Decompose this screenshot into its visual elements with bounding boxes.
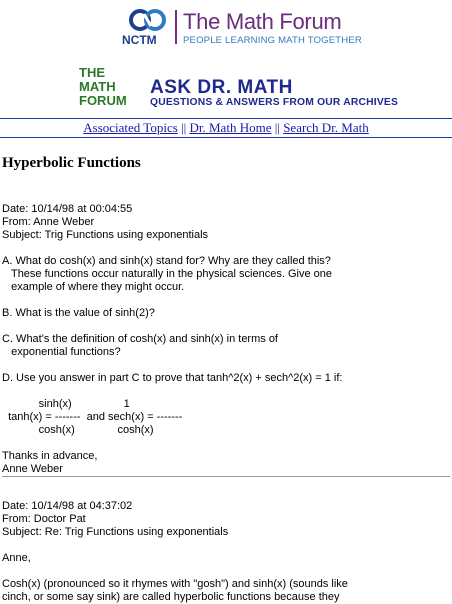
ask-title: ASK DR. MATH xyxy=(150,77,293,98)
message-line: Subject: Trig Functions using exponentials xyxy=(2,229,209,241)
logo-line: THE xyxy=(79,65,105,80)
nav-link-dr-math-home[interactable]: Dr. Math Home xyxy=(189,120,272,135)
message-line xyxy=(2,242,342,255)
message-line: A. What do cosh(x) and sinh(x) stand for? Why are they called this? xyxy=(2,255,331,267)
message-question xyxy=(2,203,342,476)
message-line: example of where they might occur. xyxy=(2,281,185,293)
message-line: sinh(x) 1 xyxy=(2,398,130,410)
message-line xyxy=(2,320,342,333)
logo-line: FORUM xyxy=(79,93,127,108)
message-line: Date: 10/14/98 at 04:37:02 xyxy=(2,500,133,512)
message-line xyxy=(2,359,342,372)
nav-top-rule xyxy=(0,118,452,119)
nav-bottom-rule xyxy=(0,137,452,138)
message-line xyxy=(2,437,342,450)
nav-bar xyxy=(0,120,452,136)
message-line: From: Doctor Pat xyxy=(2,513,86,525)
message-line: Date: 10/14/98 at 00:04:55 xyxy=(2,203,133,215)
message-line: cosh(x) cosh(x) xyxy=(2,424,154,436)
message-line xyxy=(2,539,348,552)
message-line: tanh(x) = ------- and sech(x) = ------- xyxy=(2,411,183,423)
ask-subtitle: QUESTIONS & ANSWERS FROM OUR ARCHIVES xyxy=(150,97,399,108)
page-title: Hyperbolic Functions xyxy=(2,155,141,171)
banner-divider xyxy=(175,10,177,44)
message-line: Anne Weber xyxy=(2,463,63,475)
message-line: Subject: Re: Trig Functions using exponentials xyxy=(2,526,229,538)
nav-separator: || xyxy=(181,120,187,135)
math-forum-logo xyxy=(79,66,127,108)
message-answer xyxy=(2,500,348,604)
message-line: C. What's the definition of cosh(x) and sinh(x) in terms of xyxy=(2,333,278,345)
nctm-logo-icon xyxy=(122,8,172,48)
site-title: The Math Forum xyxy=(183,9,342,34)
message-line: cinch, or some say sink) are called hyperbolic functions because they xyxy=(2,591,340,603)
message-line: These functions occur naturally in the physical sciences. Give one xyxy=(2,268,332,280)
math-forum-banner[interactable] xyxy=(0,0,452,50)
message-line xyxy=(2,385,342,398)
message-line: exponential functions? xyxy=(2,346,121,358)
nav-link-associated-topics[interactable]: Associated Topics xyxy=(83,120,178,135)
message-line: D. Use you answer in part C to prove that tanh^2(x) + sech^2(x) = 1 if: xyxy=(2,372,343,384)
site-tagline: PEOPLE LEARNING MATH TOGETHER xyxy=(183,35,362,46)
message-line: From: Anne Weber xyxy=(2,216,95,228)
nav-link-search[interactable]: Search Dr. Math xyxy=(283,120,369,135)
message-line: Cosh(x) (pronounced so it rhymes with "gosh") and sinh(x) (sounds like xyxy=(2,578,348,590)
message-line: Anne, xyxy=(2,552,31,564)
message-line xyxy=(2,565,348,578)
message-line: B. What is the value of sinh(2)? xyxy=(2,307,155,319)
nctm-label: NCTM xyxy=(122,33,157,47)
message-line xyxy=(2,294,342,307)
message-divider xyxy=(2,476,450,477)
nav-separator: || xyxy=(274,120,280,135)
message-line: Thanks in advance, xyxy=(2,450,98,462)
logo-line: MATH xyxy=(79,79,116,94)
